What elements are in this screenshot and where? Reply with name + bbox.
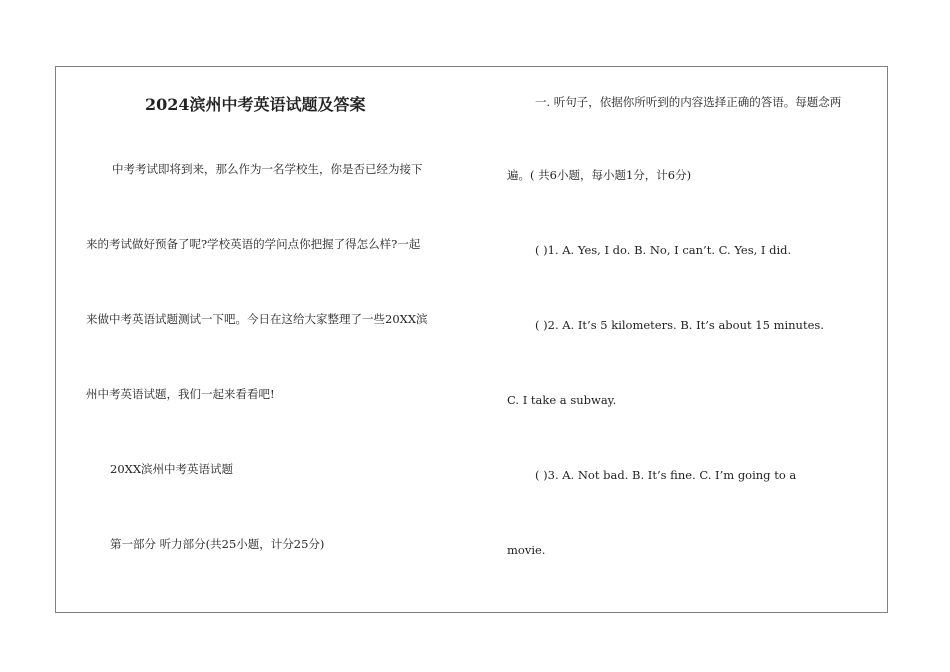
- question-3-continued: movie.: [507, 543, 546, 557]
- section-heading: 20XX滨州中考英语试题: [110, 462, 234, 476]
- intro-line-4: 州中考英语试题，我们一起来看看吧!: [86, 387, 275, 401]
- question-2: ( )2. A. It’s 5 kilometers. B. It’s about 15 minutes.: [535, 318, 824, 332]
- question-1: ( )1. A. Yes, I do. B. No, I can’t. C. Yes, I did.: [535, 243, 792, 257]
- intro-line-3: 来做中考英语试题测试一下吧。今日在这给大家整理了一些20XX滨: [86, 312, 428, 326]
- document-title: 2024滨州中考英语试题及答案: [145, 95, 366, 114]
- listening-instruction-line-1: 一. 听句子，依据你所听到的内容选择正确的答语。每题念两: [535, 95, 842, 109]
- question-2-continued: C. I take a subway.: [507, 393, 617, 407]
- page-frame: [55, 66, 888, 613]
- question-3: ( )3. A. Not bad. B. It’s fine. C. I’m going to a: [535, 468, 797, 482]
- intro-line-2: 来的考试做好预备了呢?学校英语的学问点你把握了得怎么样?一起: [86, 237, 421, 251]
- intro-line-1: 中考考试即将到来，那么作为一名学校生，你是否已经为接下: [112, 162, 423, 176]
- part-one-heading: 第一部分 听力部分(共25小题，计分25分): [110, 537, 325, 551]
- listening-instruction-line-2: 遍。( 共6小题，每小题1分，计6分): [507, 168, 692, 182]
